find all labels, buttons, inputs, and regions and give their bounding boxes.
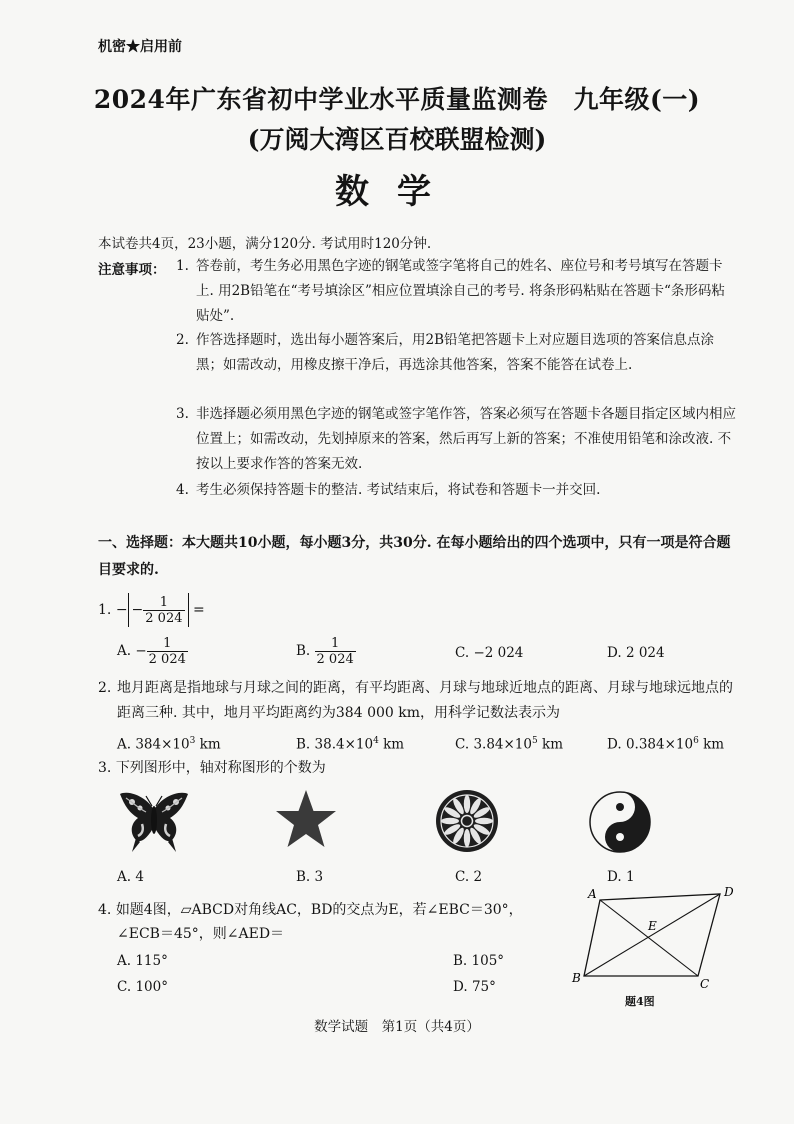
q4-option-a	[117, 950, 168, 972]
question-number: 3.	[98, 760, 112, 776]
option-letter: C.	[117, 979, 132, 995]
question-number: 1.	[98, 602, 112, 618]
option-letter: B.	[296, 869, 311, 885]
denominator: 2 024	[316, 652, 354, 667]
option-text: 2	[473, 869, 483, 885]
note-number: 3.	[176, 406, 189, 422]
option-letter: D.	[453, 979, 468, 995]
exponent: 6	[693, 736, 699, 746]
q1-option-a	[117, 636, 188, 667]
q1-option-c	[455, 642, 523, 664]
q3-option-c	[455, 866, 482, 888]
vertex-label-d: D	[724, 885, 734, 899]
option-text: 2 024	[625, 645, 665, 661]
question-3	[98, 756, 326, 781]
exponent: 5	[532, 736, 538, 746]
option-text: 3	[314, 869, 324, 885]
option-text: 115°	[135, 953, 168, 969]
question-4	[98, 898, 523, 923]
option-letter: D.	[607, 869, 622, 885]
option-letter: A.	[117, 953, 132, 969]
unit: km	[195, 736, 221, 753]
option-base: 3.84×10	[473, 736, 532, 753]
q2-option-b	[296, 730, 404, 756]
page-footer: 数学试题 第1页（共4页）	[314, 1019, 480, 1035]
unit: km	[698, 736, 725, 753]
unit: km	[537, 736, 564, 753]
option-letter: C.	[455, 645, 470, 661]
exponent: 3	[189, 736, 196, 746]
q3-option-b	[296, 866, 323, 888]
minus-sign: −	[115, 602, 128, 618]
fraction	[147, 636, 188, 667]
question-text: 下列图形中，轴对称图形的个数为	[115, 760, 326, 776]
denominator: 2 024	[145, 610, 183, 626]
figure-caption: 题4图	[625, 995, 655, 1008]
note-number: 4.	[176, 482, 189, 498]
option-letter: B.	[453, 953, 468, 969]
option-letter: B.	[296, 643, 311, 659]
option-base: 384×10	[135, 736, 190, 753]
q2-option-c	[455, 730, 563, 756]
option-letter: D.	[607, 645, 622, 661]
numerator: 1	[315, 636, 356, 652]
note-item	[176, 254, 736, 329]
q3-option-a	[117, 866, 144, 888]
option-text: 4	[135, 869, 144, 885]
option-letter: A.	[117, 869, 132, 885]
exam-subtitle: (万阅大湾区百校联盟检测)	[247, 125, 547, 154]
note-number: 2.	[176, 332, 189, 348]
exponent: 4	[373, 736, 379, 746]
option-letter: A.	[117, 643, 132, 659]
minus-sign: −	[131, 602, 144, 618]
rosette-icon	[434, 788, 500, 854]
numerator: 1	[147, 636, 188, 652]
vertex-label-c: C	[700, 977, 710, 990]
exam-title: 2024年广东省初中学业水平质量监测卷 九年级(一)	[93, 85, 701, 114]
question-number: 2.	[98, 680, 112, 696]
subject-title: 数学	[335, 172, 459, 212]
q2-option-a	[117, 730, 221, 756]
fraction	[143, 595, 184, 626]
option-letter: A.	[117, 736, 132, 753]
q1-option-b	[296, 636, 356, 667]
q4-option-b	[453, 950, 504, 972]
option-text: 105°	[471, 953, 505, 969]
option-text: −2 024	[473, 645, 524, 661]
yin-yang-icon	[588, 790, 652, 854]
option-base: 38.4×10	[314, 736, 374, 753]
q4-option-c	[117, 976, 168, 998]
option-letter: B.	[296, 736, 311, 753]
denominator: 2 024	[148, 652, 186, 667]
note-item	[176, 478, 736, 503]
vertex-label-a: A	[588, 887, 597, 901]
q2-option-d	[607, 730, 724, 756]
question-number: 4.	[98, 902, 112, 918]
option-letter: D.	[607, 736, 622, 753]
question-1	[98, 590, 205, 630]
note-number: 1.	[176, 258, 189, 274]
q4-option-d	[453, 976, 496, 998]
option-base: 0.384×10	[625, 736, 694, 753]
numerator: 1	[143, 595, 184, 611]
notes-label: 注意事项：	[98, 262, 166, 278]
option-text: 100°	[135, 979, 168, 995]
option-text: 75°	[471, 979, 496, 995]
note-text: 作答选择题时，选出每小题答案后，用2B铅笔把答题卡上对应题目选项的答案信息点涂黑；如需改动，用橡皮擦干净后，再选涂其他答案，答案不能答在试卷上.	[196, 332, 715, 373]
q1-option-d	[607, 642, 665, 664]
question-4-line2: ∠ECB＝45°，则∠AED＝	[117, 926, 285, 942]
note-item	[176, 402, 736, 477]
absolute-value	[128, 593, 189, 627]
intersection-label-e: E	[648, 919, 657, 933]
note-item	[176, 328, 736, 378]
fraction	[315, 636, 356, 667]
parallelogram-figure	[570, 884, 740, 990]
minus-sign: −	[135, 643, 147, 659]
note-text: 非选择题必须用黑色字迹的钢笔或签字笔作答，答案必须写在答题卡各题目指定区域内相应位置上；如需改动，先划掉原来的答案，然后再写上新的答案；不准使用铅笔和涂改液. 不按以上要求作答的答案无效.	[196, 406, 736, 472]
note-text: 考生必须保持答题卡的整洁. 考试结束后，将试卷和答题卡一并交回.	[196, 482, 601, 498]
confidential-label: 机密★启用前	[98, 39, 182, 55]
note-text: 答卷前，考生务必用黑色字迹的钢笔或签字笔将自己的姓名、座位号和考号填写在答题卡上. 用2B铅笔在“考号填涂区”相应位置填涂自己的考号. 将条形码粘贴在答题卡“条形码粘贴处”.	[196, 258, 725, 324]
vertex-label-b: B	[572, 971, 581, 985]
question-text-line1: 如题4图，▱ABCD对角线AC，BD的交点为E，若∠EBC＝30°，	[115, 902, 523, 918]
question-2	[98, 676, 738, 726]
option-letter: C.	[455, 869, 470, 885]
option-letter: C.	[455, 736, 470, 753]
unit: km	[378, 736, 405, 753]
exam-intro: 本试卷共4页，23小题，满分120分. 考试用时120分钟.	[98, 236, 432, 252]
equals-sign: =	[192, 602, 205, 618]
option-text: 1	[625, 869, 635, 885]
star-icon	[274, 788, 338, 850]
question-text: 地月距离是指地球与月球之间的距离，有平均距离、月球与地球近地点的距离、月球与地球远地点的距离三种. 其中，地月平均距离约为384 000 km，用科学记数法表示为	[117, 680, 733, 721]
butterfly-icon	[118, 790, 190, 854]
section-heading: 一、选择题：本大题共10小题，每小题3分，共30分. 在每小题给出的四个选项中，只有一项是符合题目要求的.	[98, 535, 731, 578]
